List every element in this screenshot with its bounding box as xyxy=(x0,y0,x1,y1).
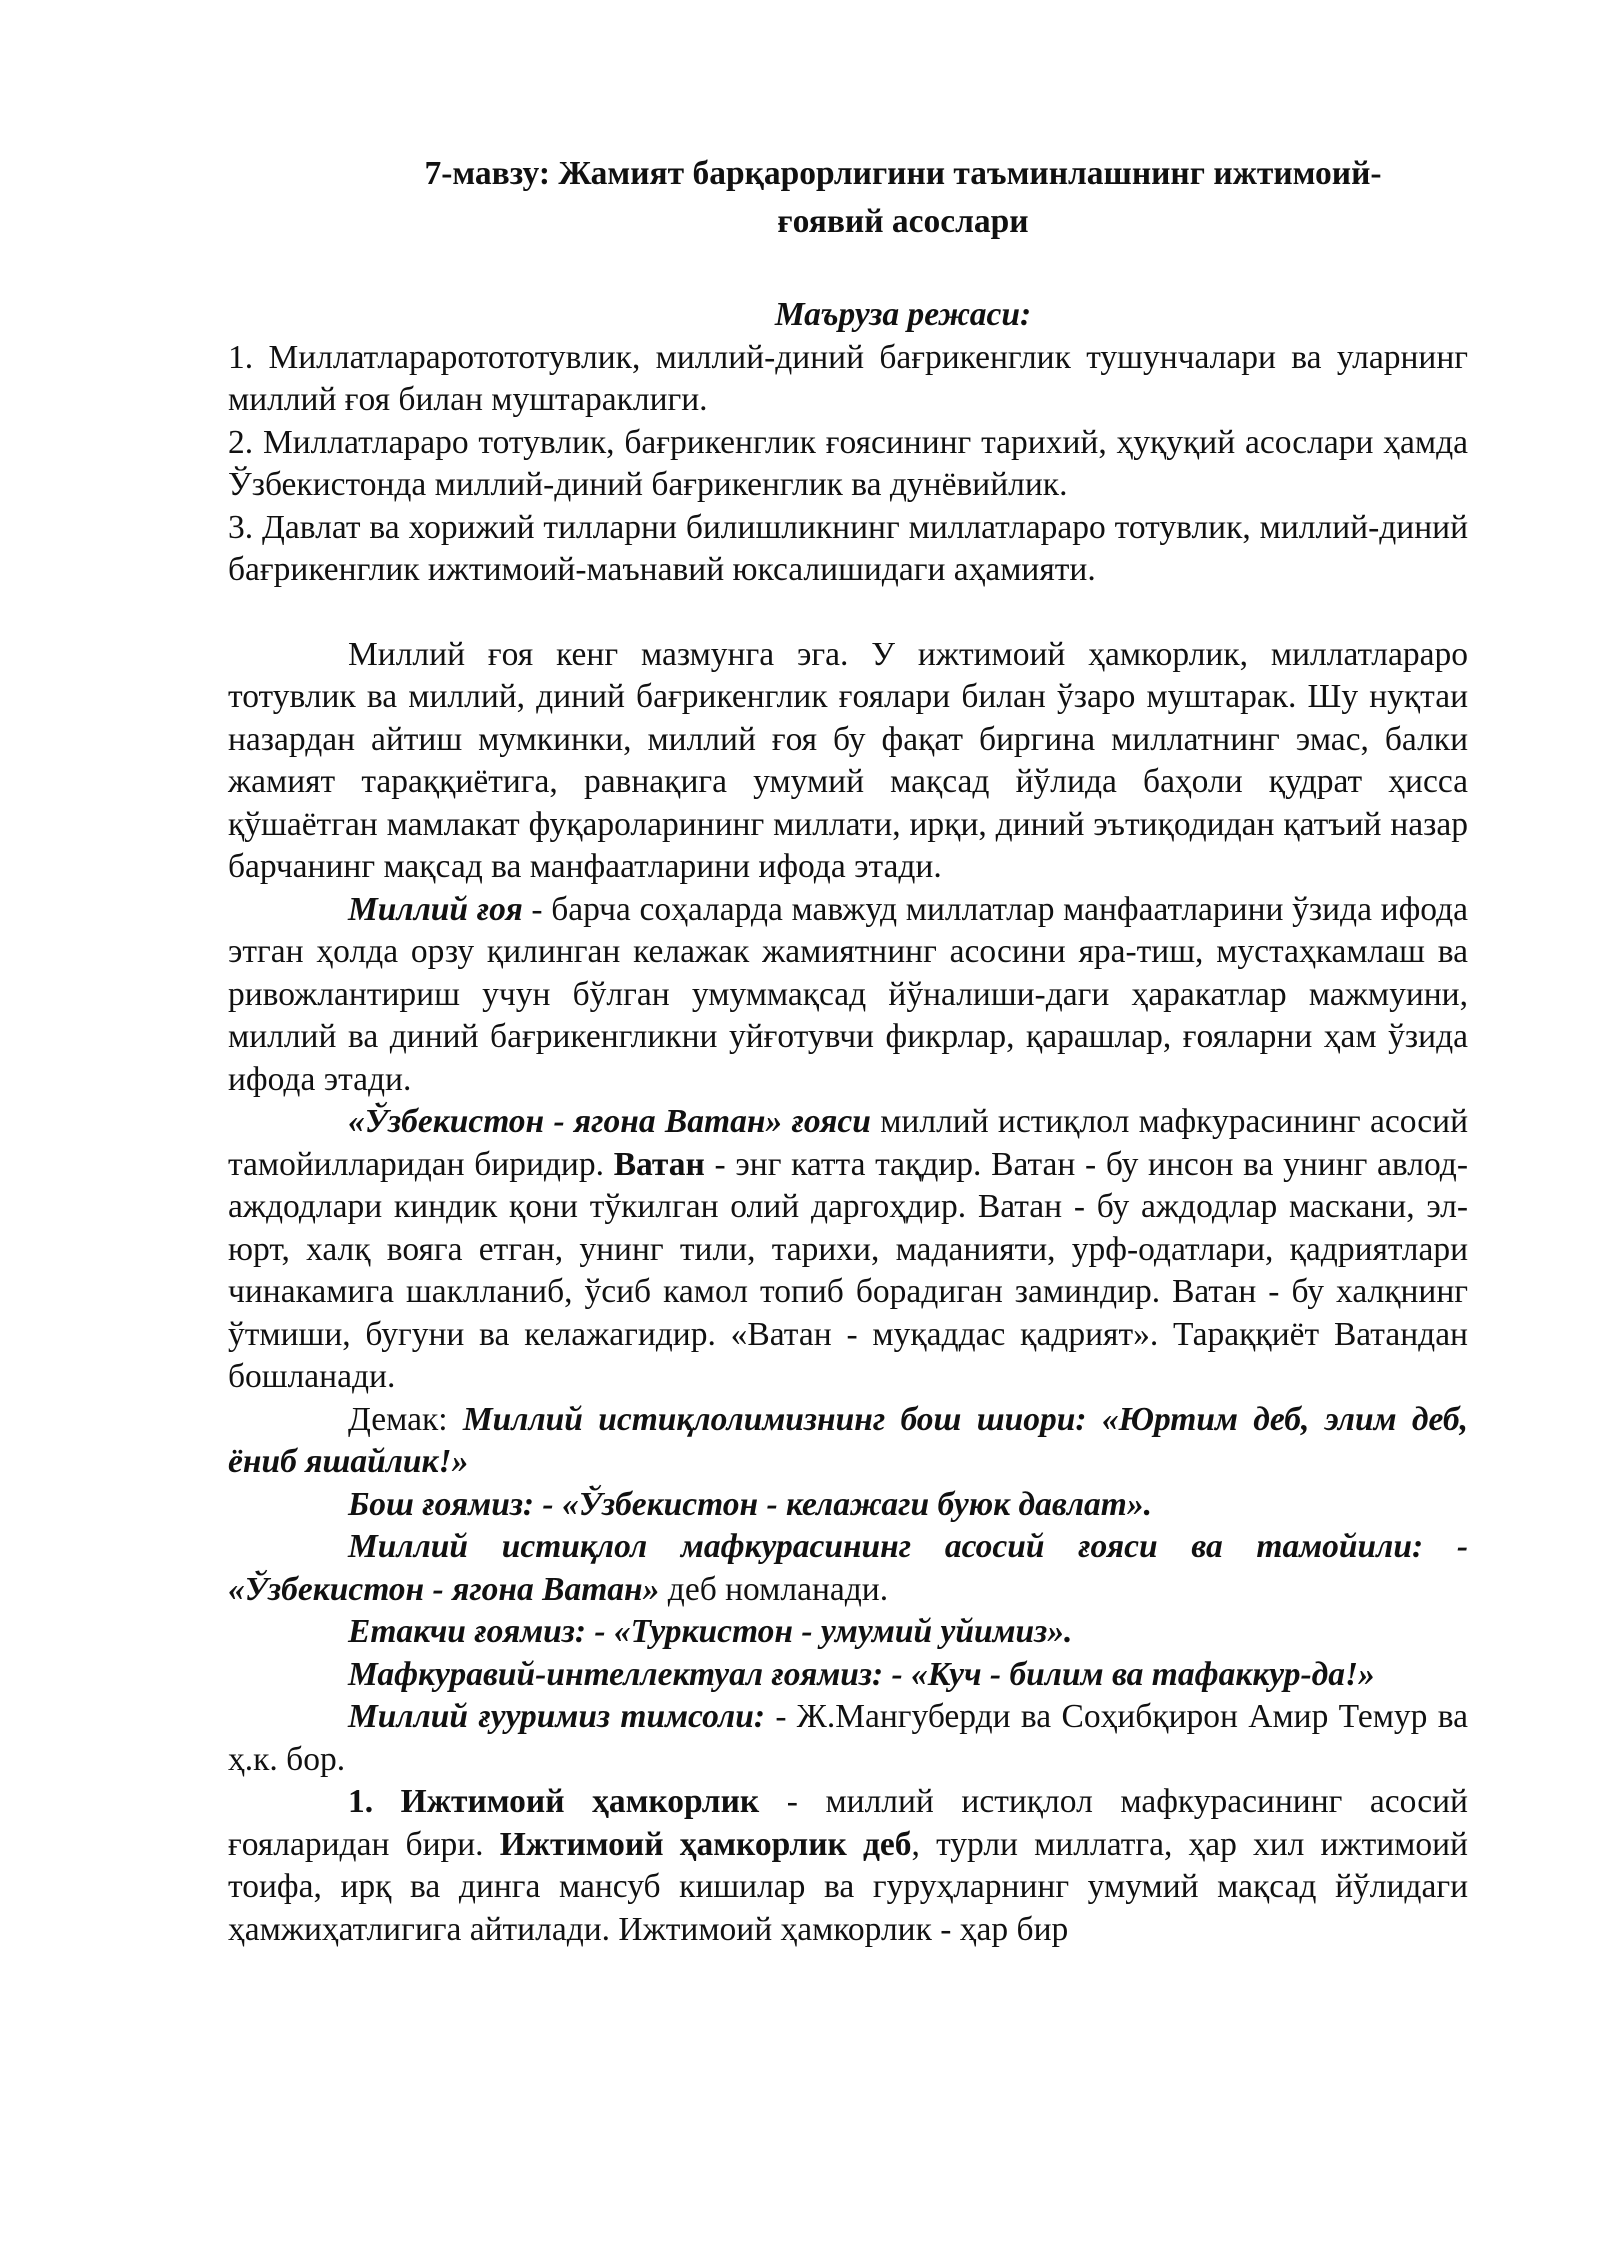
paragraph-4-lead: Демак: xyxy=(348,1400,463,1438)
lecture-plan-heading: Маъруза режаси: xyxy=(774,296,1032,333)
paragraph-2-text: - барча соҳаларда мавжуд миллатлар манфаатларини ўзида ифода этган ҳолда орзу қилинган келажак жамиятнинг асосини яра-тиш, мустаҳкамлаш ва ривожлантириш учун бўлган умуммақсад йўналиши-даги ҳаракатлар мажмуини, миллий ва диний бағрикенгликни уйғотувчи фикрлар, қарашлар, ғояларни ҳам ўзида ифода этади. xyxy=(228,890,1468,1098)
paragraph-1: Миллий ғоя кенг мазмунга эга. У ижтимоий ҳамкорлик, миллатлараро тотувлик ва миллий, диний бағрикенглик ғоялари билан ўзаро муштарак. Шу нуқтаи назардан айтиш мумкинки, миллий ғоя бу фақат биргина миллатнинг эмас, балки жамият тараққиётига, равнақига умумий мақсад йўлида баҳоли қудрат ҳисса қўшаётган мамлакат фуқароларининг миллати, ирқи, диний эътиқодидан қатъий назар барчанинг мақсад ва манфаатларини ифода этади. xyxy=(228,635,1468,885)
paragraph-6-text: деб номланади. xyxy=(659,1570,889,1608)
paragraph-3 xyxy=(228,1101,1468,1399)
term-national-idea: Миллий ғоя xyxy=(348,890,523,928)
main-idea: Бош ғоямиз: - «Ўзбекистон - келажаги буюк давлат». xyxy=(348,1485,1152,1523)
paragraph-10-text-1: - миллий истиқлол мафкурасининг асосий ғояларидан бири. xyxy=(228,1783,1468,1863)
paragraph-4 xyxy=(228,1399,1468,1484)
principle-idea: Миллий истиқлол мафкурасининг асосий ғояси ва тамойили: - «Ўзбекистон - ягона Ватан» xyxy=(228,1528,1468,1608)
term-social-cooperation-definition: Ижтимоий ҳамкорлик деб xyxy=(499,1825,912,1863)
paragraph-2 xyxy=(228,889,1468,1102)
document-page xyxy=(228,150,1468,1951)
plan-item-1: 1. Миллатлараротототувлик, миллий-диний бағрикенглик тушунчалари ва уларнинг миллий ғоя билан муштараклиги. xyxy=(228,338,1468,418)
paragraph-9 xyxy=(228,1696,1468,1781)
paragraph-8 xyxy=(228,1654,1468,1697)
title-line-1: 7-мавзу: Жамият барқарорлигини таъминлашнинг ижтимоий- xyxy=(424,155,1382,192)
plan-item-2: 2. Миллатлараро тотувлик, бағрикенглик ғоясининг тарихий, ҳуқуқий асослари ҳамда Ўзбекистонда миллий-диний бағрикенглик ва дунёвийлик. xyxy=(228,423,1468,503)
paragraph-5 xyxy=(228,1484,1468,1527)
intellectual-idea: Мафкуравий-интеллектуал ғоямиз: - «Куч - билим ва тафаккур-да!» xyxy=(348,1655,1375,1693)
paragraph-9-text: - Ж.Мангуберди ва Соҳибқирон Амир Темур ва ҳ.к. бор. xyxy=(228,1698,1468,1778)
paragraph-3-text-1: миллий истиқлол мафкурасининг асосий тамойилларидан биридир. xyxy=(228,1103,1468,1183)
title-line-2: ғоявий асослари xyxy=(777,203,1029,240)
term-vatan: Ватан xyxy=(613,1145,705,1183)
leading-idea: Етакчи ғоямиз: - «Туркистон - умумий уйимиз». xyxy=(348,1613,1073,1650)
term-social-cooperation: 1. Ижтимоий ҳамкорлик xyxy=(348,1783,760,1820)
paragraph-10-text-2: , турли миллатга, ҳар хил ижтимоий тоифа, ирқ ва динга мансуб кишилар ва гуруҳларнинг умумий мақсад йўлидаги ҳамжиҳатлигига айтилади. Ижтимоий ҳамкорлик - ҳар бир xyxy=(228,1825,1468,1948)
document-title xyxy=(338,150,1468,246)
motto-main: Миллий истиқлолимизнинг бош шиори: «Юртим деб, элим деб, ёниб яшайлик!» xyxy=(228,1400,1468,1480)
pride-symbol-term: Миллий ғууримиз тимсоли: xyxy=(348,1698,765,1735)
plan-item-3: 3. Давлат ва хорижий тилларни билишликнинг миллатлараро тотувлик, миллий-диний бағрикенглик ижтимоий-маънавий юксалишидаги аҳамияти. xyxy=(228,508,1468,588)
paragraph-7 xyxy=(228,1611,1468,1654)
paragraph-6 xyxy=(228,1526,1468,1611)
paragraph-10 xyxy=(228,1781,1468,1951)
spacer xyxy=(228,592,1468,634)
paragraph-3-text-2: - энг катта тақдир. Ватан - бу инсон ва унинг авлод-аждодлари киндик қони тўкилган олий даргоҳдир. Ватан - бу аждодлар маскани, эл-юрт, халқ вояга етган, унинг тили, тарихи, маданияти, урф-одатлари, қадриятлари чинакамига шаклланиб, ўсиб камол топиб борадиган заминдир. Ватан - бу халқнинг ўтмиши, бугуни ва келажагидир. «Ватан - муқаддас қадрият». Тараққиёт Ватандан бошланади. xyxy=(228,1145,1469,1395)
term-uzbekistan-homeland: «Ўзбекистон - ягона Ватан» ғояси xyxy=(348,1103,871,1140)
